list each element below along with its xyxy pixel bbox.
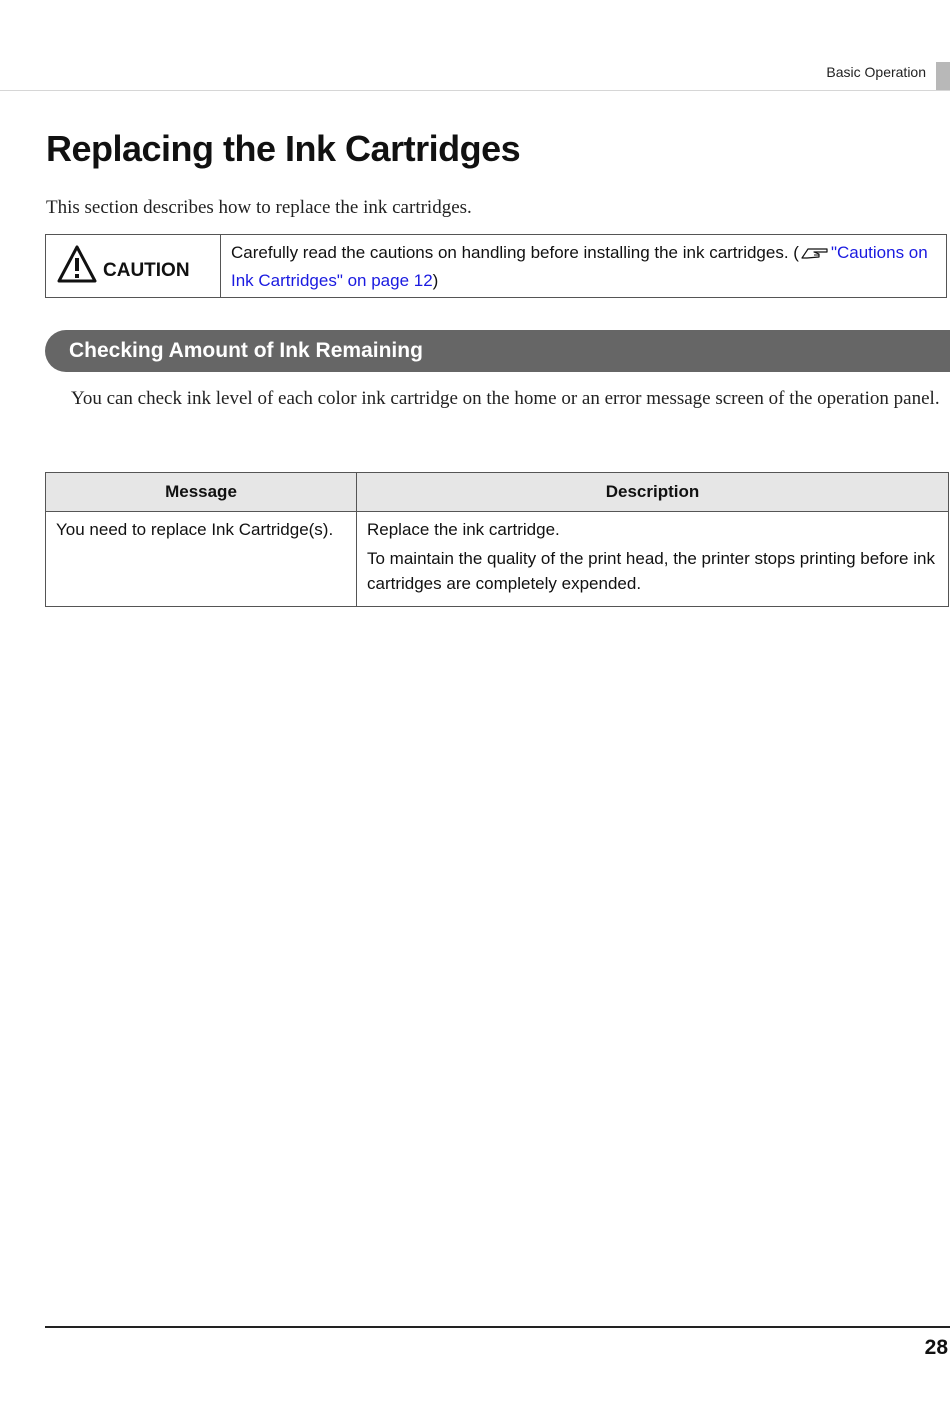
footer-divider xyxy=(45,1326,950,1328)
page-number: 28 xyxy=(924,1336,948,1359)
description-line: Replace the ink cartridge. xyxy=(367,520,560,539)
header-section-label: Basic Operation xyxy=(826,64,926,80)
section-heading-bar xyxy=(45,330,950,372)
cautions-page-link[interactable]: "Cautions on Ink Cartridges" on page 12 xyxy=(231,243,928,290)
caution-label: CAUTION xyxy=(103,260,190,281)
caution-text-cell xyxy=(221,235,946,297)
message-table xyxy=(45,472,949,607)
description-cell xyxy=(357,512,949,607)
intro-text: This section describes how to replace the ink cartridges. xyxy=(46,197,472,218)
table-row xyxy=(46,512,949,607)
caution-text: Carefully read the cautions on handling before installing the ink cartridges. ( xyxy=(231,243,799,262)
caution-box xyxy=(45,234,947,298)
description-line: To maintain the quality of the print head, the printer stops printing before ink cartridges are completely expended. xyxy=(367,549,935,593)
message-cell: You need to replace Ink Cartridge(s). xyxy=(46,512,357,607)
pointing-hand-icon xyxy=(800,243,830,268)
page-title: Replacing the Ink Cartridges xyxy=(46,128,521,169)
caution-label-cell xyxy=(46,235,221,297)
section-paragraph: You can check ink level of each color ink cartridge on the home or an error message screen of the operation panel. xyxy=(71,388,940,409)
column-header-description: Description xyxy=(357,473,949,512)
section-title: Checking Amount of Ink Remaining xyxy=(69,339,423,362)
header-tab-marker xyxy=(936,62,950,91)
table-header-row xyxy=(46,473,949,512)
caution-text-end: ) xyxy=(432,271,439,290)
warning-triangle-icon xyxy=(57,244,97,289)
column-header-message: Message xyxy=(46,473,357,512)
header-divider xyxy=(0,90,950,91)
